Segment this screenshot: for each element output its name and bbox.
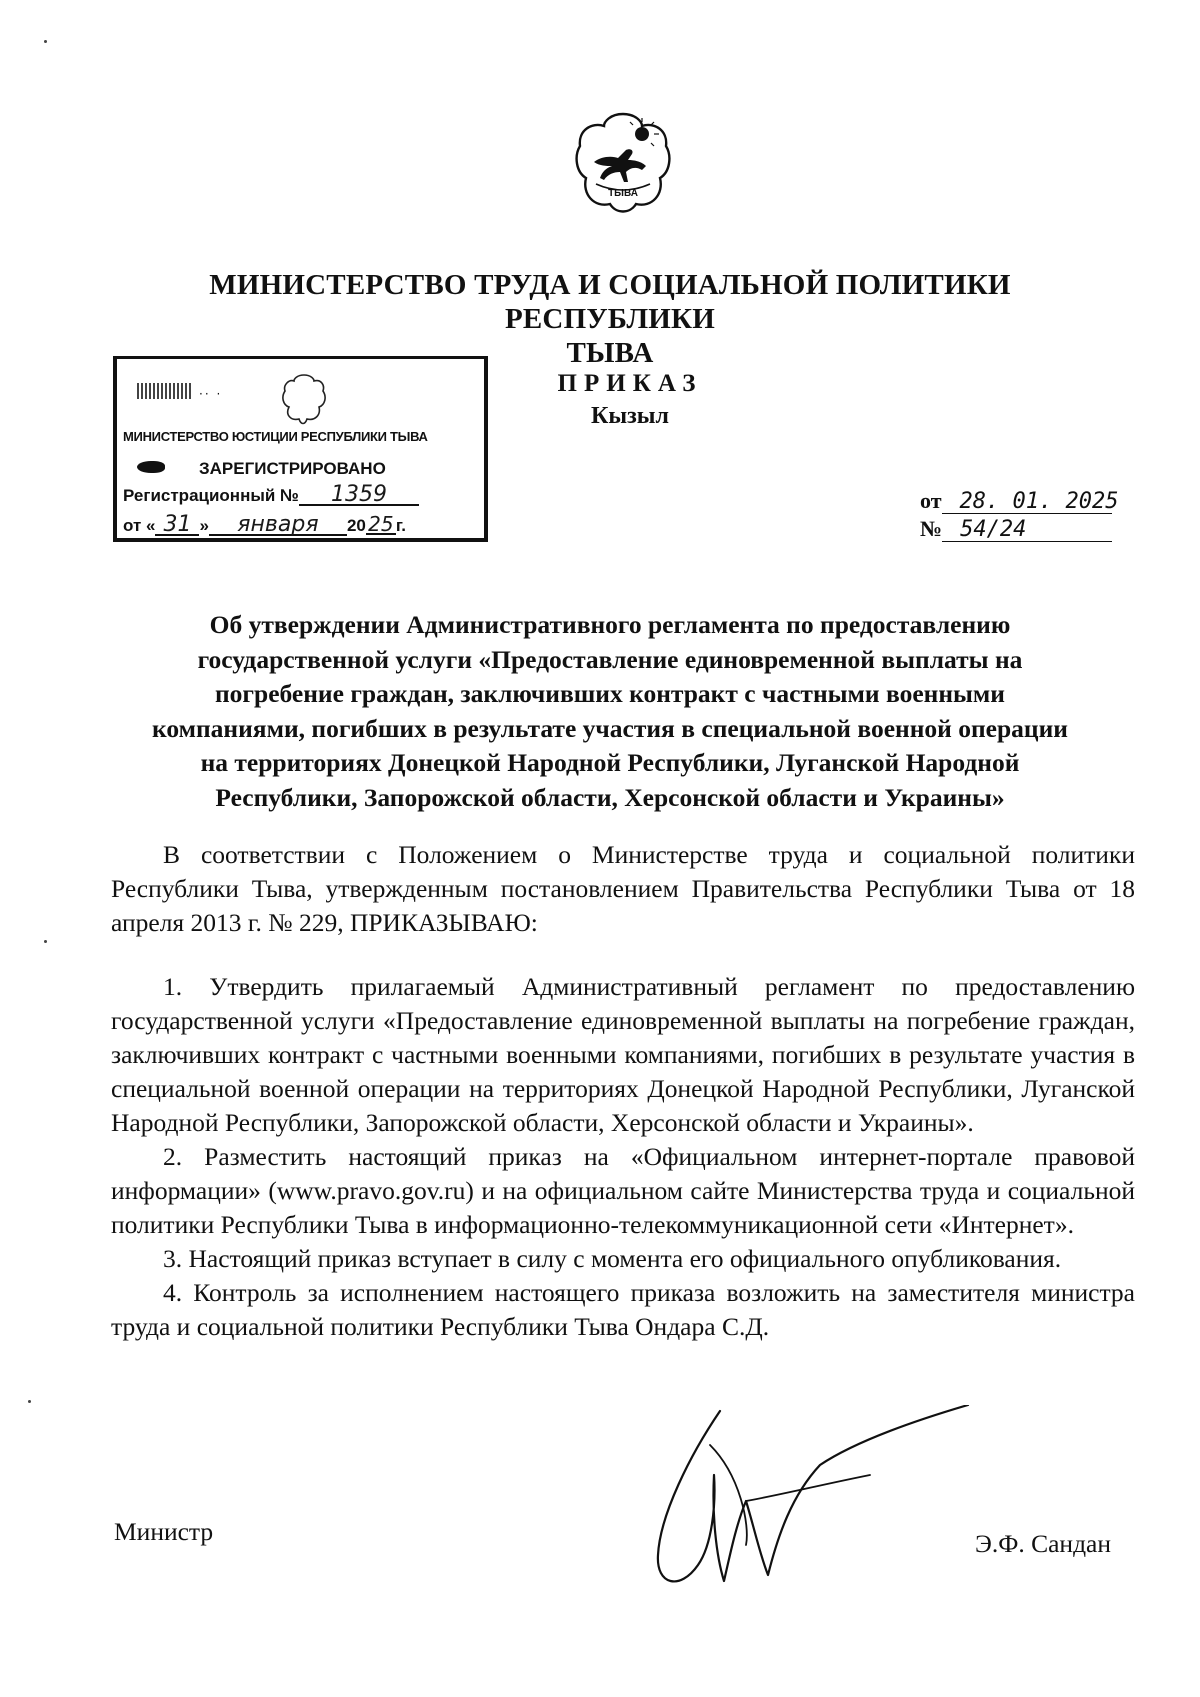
- order-items: [111, 970, 1135, 1344]
- order-number-row: [920, 516, 1112, 542]
- order-item-3: 3. Настоящий приказ вступает в силу с момента его официального опубликования.: [163, 1244, 1062, 1273]
- ministry-heading-line1: МИНИСТЕРСТВО ТРУДА И СОЦИАЛЬНОЙ ПОЛИТИКИ РЕСПУБЛИКИ: [209, 269, 1011, 335]
- order-number-label: №: [920, 516, 943, 541]
- order-date: 28. 01. 2025: [942, 491, 1112, 514]
- handwritten-signature: [650, 1405, 970, 1595]
- emblem-label: ТЫВА: [608, 188, 638, 199]
- order-subject: [110, 608, 1110, 815]
- scan-speck: [44, 940, 47, 943]
- stamp-year-suffix: 25: [366, 515, 396, 535]
- stamp-quote-close: »: [199, 516, 209, 535]
- stamp-emblem-icon: [281, 371, 327, 427]
- stamp-reg-number: 1359: [299, 486, 419, 506]
- order-item-2: 2. Разместить настоящий приказ на «Официальном интернет-портале правовой информации» (www.pravo.gov.ru) и на официальном сайте Министерства труда и социальной политики Республики Тыва в информационно-телекоммуникационной сети «Интернет».: [111, 1142, 1135, 1239]
- scan-speck: [28, 1400, 31, 1403]
- stamp-year-prefix: 20: [346, 516, 366, 535]
- stamp-hatch-mark: [137, 383, 193, 399]
- preamble-paragraph: В соответствии с Положением о Министерстве труда и социальной политики Республики Тыва, утвержденным постановлением Правительства Республики Тыва от 18 апреля 2013 г. № 229, ПРИКАЗЫВАЮ:: [111, 840, 1135, 937]
- subject-line: Об утверждении Административного регламента по предоставлению: [209, 610, 1011, 639]
- stamp-registered-text: ЗАРЕГИСТРИРОВАНО: [199, 459, 386, 478]
- stamp-year-label: г.: [395, 516, 406, 535]
- stamp-dots: ·· ·: [199, 387, 223, 401]
- stamp-month: января: [209, 516, 347, 536]
- ministry-heading-line2: ТЫВА: [566, 337, 654, 369]
- subject-line: на территориях Донецкой Народной Республики, Луганской Народной: [200, 748, 1020, 777]
- stamp-day: 31: [155, 516, 199, 536]
- order-city: Кызыл: [591, 403, 669, 429]
- order-item-1: 1. Утвердить прилагаемый Административный регламент по предоставлению государственной услуги «Предоставление единовременной выплаты на погребение граждан, заключивших контракт с частными военными компаниями, погибших в результате участия в специальной военной операции на территориях Донецкой Народной Республики, Луганской Народной Республики, Запорожской области, Херсонской области и Украины».: [111, 972, 1135, 1137]
- stamp-ministry-text: МИНИСТЕРСТВО ЮСТИЦИИ РЕСПУБЛИКИ ТЫВА: [123, 429, 428, 444]
- order-date-label: от: [920, 488, 942, 513]
- stamp-from-label: от «: [123, 516, 156, 535]
- order-number: 54/24: [942, 519, 1112, 542]
- subject-line: Республики, Запорожской области, Херсонской области и Украины»: [215, 782, 1005, 812]
- tuva-emblem: [572, 110, 674, 216]
- preamble: [111, 838, 1135, 940]
- order-item-4: 4. Контроль за исполнением настоящего приказа возложить на заместителя министра труда и социальной политики Республики Тыва Ондара С.Д.: [111, 1278, 1135, 1341]
- ministry-heading: [110, 268, 1110, 370]
- scan-speck: [44, 40, 47, 43]
- subject-line: погребение граждан, заключивших контракт с частными военными: [214, 679, 1005, 708]
- registration-stamp: [113, 356, 488, 542]
- subject-line: государственной услуги «Предоставление единовременной выплаты на: [197, 644, 1023, 674]
- signer-title: Министр: [114, 1517, 214, 1546]
- stamp-small-emblem-icon: [137, 461, 165, 473]
- order-title: ПРИКАЗ: [557, 370, 703, 397]
- stamp-reg-label: Регистрационный №: [123, 486, 299, 505]
- stamp-date-row: [123, 512, 406, 537]
- stamp-registration-number-row: [123, 482, 419, 507]
- order-date-row: [920, 488, 1119, 514]
- signer-name: Э.Ф. Сандан: [975, 1529, 1112, 1558]
- subject-line: компаниями, погибших в результате участия в специальной военной операции: [151, 713, 1069, 743]
